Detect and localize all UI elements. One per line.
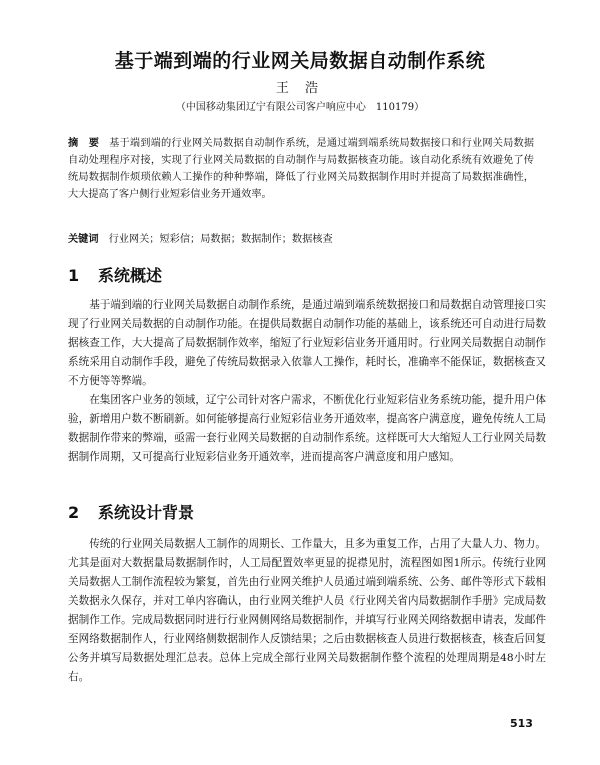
section-heading-overview	[68, 263, 162, 286]
keywords	[68, 231, 534, 248]
abstract	[68, 135, 534, 203]
body-paragraph: 基于端到端的行业网关局数据自动制作系统，是通过端到端系统数据接口和局数据自动管理接口实现了行业网关局数据的自动制作功能。在提供局数据自动制作功能的基础上，该系统还可自动进行局数据核查工作，大大提高了局数据制作效率，缩短了行业短彩信业务开通用时。行业网关局数据自动制作系统采用自动制作手段，避免了传统局数据录入依靠人工操作，耗时长，准确率不能保证，数据核查又不方便等等弊端。	[68, 299, 546, 387]
section-body-overview	[68, 296, 546, 467]
section-number: 2	[68, 503, 80, 522]
author-name: 王 浩	[275, 81, 325, 96]
author-affiliation: （中国移动集团辽宁有限公司客户响应中心 110179）	[175, 102, 425, 113]
section-title: 系统设计背景	[98, 503, 195, 522]
section-title: 系统概述	[98, 266, 163, 285]
paper-title: 基于端到端的行业网关局数据自动制作系统	[114, 50, 486, 72]
section-heading-background	[68, 500, 194, 523]
body-paragraph: 传统的行业网关局数据人工制作的周期长、工作量大，且多为重复工作，占用了大量人力、物力。尤其是面对大数据量局数据制作时，人工局配置效率更显的捉襟见肘，流程图如图1所示。传统行业网关局数据人工制作流程较为繁复，首先由行业网关维护人员通过端到端系统、公务、邮件等形式下载相关数据永久保存，并对工单内容确认，由行业网关维护人员《行业网关省内局数据制作手册》完成局数据制作工作。完成局数据同时进行行业网侧网络局数据制作，并填写行业网关网络数据申请表，发邮件至网络数据制作人，行业网络侧数据制作人反馈结果；之后由数据核查人员进行数据核查，核查后回复公务并填写局数据处理汇总表。总体上完成全部行业网关局数据制作整个流程的处理周期是48小时左右。	[68, 538, 546, 683]
section-body-background	[68, 535, 546, 687]
section-number: 1	[68, 266, 80, 285]
keywords-text: 行业网关；短彩信；局数据；数据制作；数据核查	[108, 234, 333, 245]
abstract-label: 摘 要	[68, 138, 100, 149]
keywords-label: 关键词	[68, 234, 99, 245]
abstract-text: 基于端到端的行业网关局数据自动制作系统，是通过端到端系统局数据接口和行业网关局数据自动处理程序对接，实现了行业网关局数据的自动制作与局数据核查功能。该自动化系统有效避免了传统局数据制作烦琐依赖人工操作的种种弊端，降低了行业网关局数据制作用时并提高了局数据准确性，大大提高了客户侧行业短彩信业务开通效率。	[68, 138, 535, 200]
body-paragraph: 在集团客户业务的领域，辽宁公司针对客户需求，不断优化行业短彩信业务系统功能，提升用户体验，新增用户数不断刷新。如何能够提高行业短彩信业务开通效率，提高客户满意度，避免传统人工局数据制作带来的弊端，亟需一套行业网关局数据的自动制作系统。这样既可大大缩短人工行业网关局数据制作周期，又可提高行业短彩信业务开通效率，进而提高客户满意度和用户感知。	[68, 394, 546, 463]
page-number: 513	[510, 717, 533, 730]
